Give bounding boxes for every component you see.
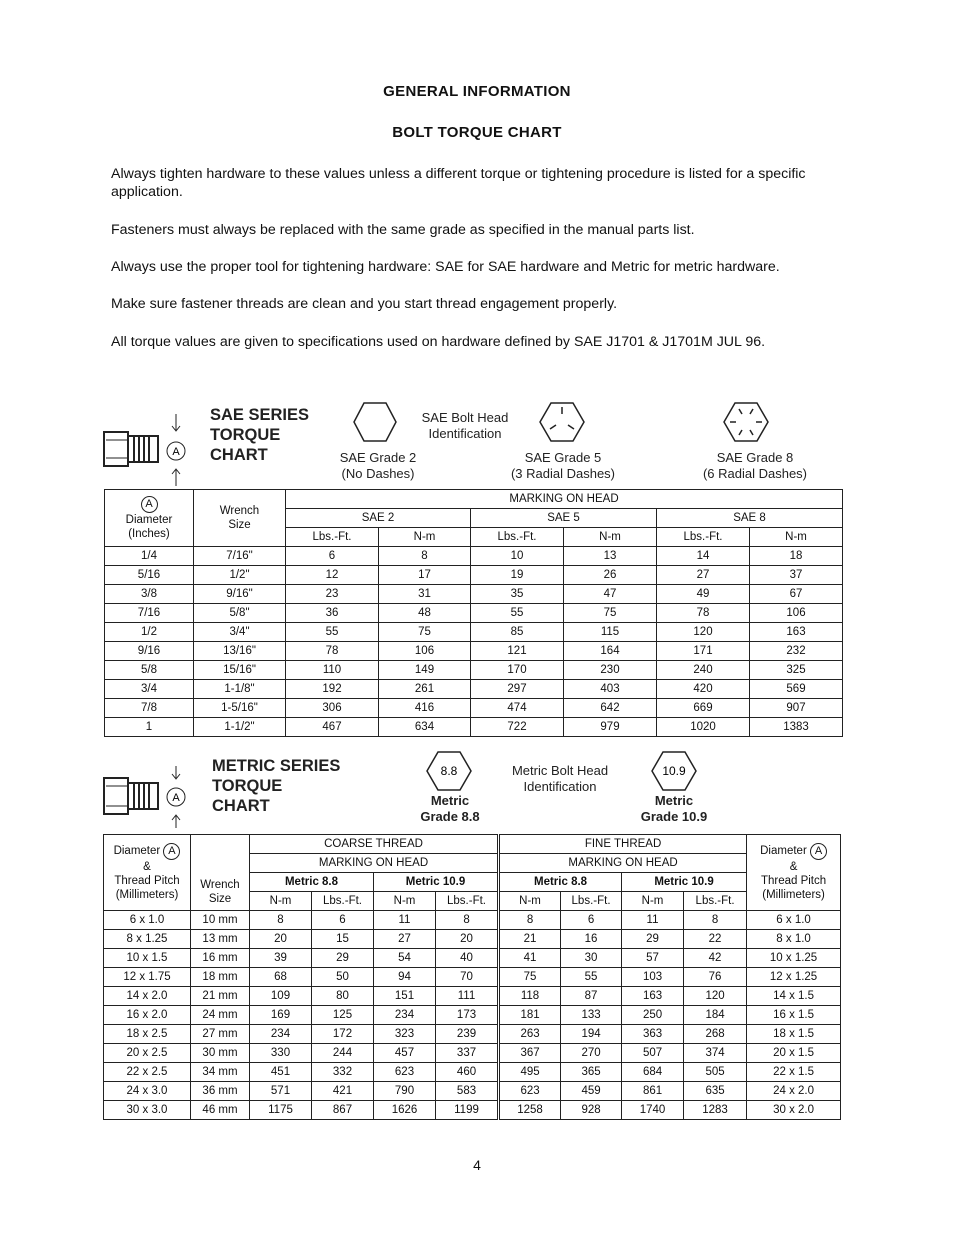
table-cell: 13 mm (191, 930, 250, 949)
table-cell: 8 (379, 547, 471, 566)
table-cell: 42 (684, 949, 747, 968)
table-cell: 12 x 1.75 (104, 968, 191, 987)
table-cell: 7/16" (194, 547, 286, 566)
table-cell: 39 (250, 949, 312, 968)
fine-10-9-header: Metric 10.9 (622, 873, 747, 892)
table-cell: 48 (379, 604, 471, 623)
metric-head-id-line-2: Identification (523, 779, 597, 794)
table-row (105, 566, 843, 585)
table-cell: 6 (286, 547, 379, 566)
table-cell: 27 (657, 566, 750, 585)
table-cell: 420 (657, 680, 750, 699)
table-row (105, 547, 843, 566)
table-cell: 24 mm (191, 1006, 250, 1025)
circle-a-icon: A (141, 496, 158, 513)
fine-8-8-header: Metric 8.8 (499, 873, 622, 892)
table-cell: 337 (436, 1044, 499, 1063)
page-title: BOLT TORQUE CHART (392, 124, 562, 141)
table-cell: 5/8" (194, 604, 286, 623)
table-cell: 120 (657, 623, 750, 642)
table-cell: 569 (750, 680, 843, 699)
table-cell: 467 (286, 718, 379, 737)
table-cell: 76 (684, 968, 747, 987)
circle-letter: A (172, 446, 180, 458)
sae-title-line-2: TORQUE (210, 426, 281, 444)
table-cell: 474 (471, 699, 564, 718)
table-cell: 49 (657, 585, 750, 604)
table-cell: 87 (561, 987, 622, 1006)
table-cell: 106 (750, 604, 843, 623)
table-row (105, 604, 843, 623)
table-cell: 20 x 2.5 (104, 1044, 191, 1063)
table-row (104, 1101, 841, 1120)
sae-grade-2-label: SAE Grade 2 (339, 450, 417, 465)
table-cell: 36 (286, 604, 379, 623)
unit-cell: N-m (622, 892, 684, 911)
table-cell: 68 (250, 968, 312, 987)
table-cell: 16 x 2.0 (104, 1006, 191, 1025)
table-cell: 17 (379, 566, 471, 585)
table-cell: 55 (561, 968, 622, 987)
table-cell: 623 (374, 1063, 436, 1082)
table-cell: 306 (286, 699, 379, 718)
table-cell: 163 (750, 623, 843, 642)
table-cell: 30 (561, 949, 622, 968)
table-cell: 47 (564, 585, 657, 604)
paragraph-3: Always use the proper tool for tightening hardware: SAE for SAE hardware and Metric for metric hardware. (111, 259, 780, 275)
table-cell: 1740 (622, 1101, 684, 1120)
metric-diameter-header: Diameter A & Thread Pitch (Millimeters) (104, 835, 191, 911)
sae-grade-5-desc: (3 Radial Dashes) (510, 466, 616, 481)
table-cell: 9/16 (105, 642, 194, 661)
table-cell: 30 x 2.0 (747, 1101, 841, 1120)
table-cell: 13/16" (194, 642, 286, 661)
table-cell: 460 (436, 1063, 499, 1082)
table-row (104, 949, 841, 968)
table-cell: 507 (622, 1044, 684, 1063)
table-cell: 173 (436, 1006, 499, 1025)
table-cell: 1258 (499, 1101, 561, 1120)
metric-diameter-header-right: Diameter A & Thread Pitch (Millimeters) (747, 835, 841, 911)
table-cell: 21 mm (191, 987, 250, 1006)
table-cell: 325 (750, 661, 843, 680)
circle-letter: A (172, 792, 180, 804)
table-cell: 250 (622, 1006, 684, 1025)
table-cell: 41 (499, 949, 561, 968)
table-row (105, 699, 843, 718)
table-cell: 270 (561, 1044, 622, 1063)
table-cell: 75 (564, 604, 657, 623)
table-cell: 495 (499, 1063, 561, 1082)
table-cell: 635 (684, 1082, 747, 1101)
table-cell: 22 x 1.5 (747, 1063, 841, 1082)
coarse-8-8-header: Metric 8.8 (250, 873, 374, 892)
table-cell: 15/16" (194, 661, 286, 680)
table-cell: 18 x 2.5 (104, 1025, 191, 1044)
table-cell: 3/4" (194, 623, 286, 642)
table-cell: 239 (436, 1025, 499, 1044)
table-cell: 30 x 3.0 (104, 1101, 191, 1120)
table-cell: 1283 (684, 1101, 747, 1120)
table-cell: 1-5/16" (194, 699, 286, 718)
table-cell: 12 x 1.25 (747, 968, 841, 987)
table-row (104, 987, 841, 1006)
table-cell: 11 (374, 911, 436, 930)
unit-cell: Lbs.-Ft. (561, 892, 622, 911)
table-cell: 19 (471, 566, 564, 585)
table-cell: 21 (499, 930, 561, 949)
table-row (105, 642, 843, 661)
table-row (105, 680, 843, 699)
table-cell: 125 (312, 1006, 374, 1025)
unit-cell: N-m (499, 892, 561, 911)
unit-cell: N-m (374, 892, 436, 911)
table-row (105, 661, 843, 680)
fine-thread-header: FINE THREAD (499, 835, 747, 854)
table-cell: 118 (499, 987, 561, 1006)
sae-grade-8-label: SAE Grade 8 (716, 450, 794, 465)
table-cell: 10 x 1.25 (747, 949, 841, 968)
table-cell: 374 (684, 1044, 747, 1063)
table-cell: 34 mm (191, 1063, 250, 1082)
fine-marking-header: MARKING ON HEAD (499, 854, 747, 873)
table-cell: 11 (622, 911, 684, 930)
table-cell: 979 (564, 718, 657, 737)
table-cell: 261 (379, 680, 471, 699)
table-cell: 6 (561, 911, 622, 930)
unit-cell: N-m (379, 528, 471, 547)
unit-cell: Lbs.-Ft. (684, 892, 747, 911)
table-row (104, 930, 841, 949)
paragraph-4: Make sure fastener threads are clean and you start thread engagement properly. (111, 296, 618, 312)
table-cell: 263 (499, 1025, 561, 1044)
table-cell: 7/16 (105, 604, 194, 623)
table-cell: 363 (622, 1025, 684, 1044)
table-cell: 80 (312, 987, 374, 1006)
table-cell: 13 (564, 547, 657, 566)
table-cell: 583 (436, 1082, 499, 1101)
table-cell: 20 (250, 930, 312, 949)
sae-bolt-icon (100, 414, 195, 486)
table-cell: 232 (750, 642, 843, 661)
section-heading: GENERAL INFORMATION (383, 83, 571, 100)
table-cell: 29 (622, 930, 684, 949)
table-cell: 240 (657, 661, 750, 680)
table-cell: 642 (564, 699, 657, 718)
table-cell: 55 (471, 604, 564, 623)
sae-title-line-1: SAE SERIES (210, 406, 310, 424)
table-cell: 18 (750, 547, 843, 566)
table-cell: 790 (374, 1082, 436, 1101)
table-cell: 684 (622, 1063, 684, 1082)
unit-cell: Lbs.-Ft. (657, 528, 750, 547)
table-cell: 332 (312, 1063, 374, 1082)
table-cell: 16 (561, 930, 622, 949)
table-cell: 22 (684, 930, 747, 949)
table-cell: 14 x 1.5 (747, 987, 841, 1006)
table-cell: 416 (379, 699, 471, 718)
table-row (105, 718, 843, 737)
table-cell: 37 (750, 566, 843, 585)
circle-a-icon: A (810, 843, 827, 860)
table-cell: 50 (312, 968, 374, 987)
table-cell: 133 (561, 1006, 622, 1025)
table-cell: 106 (379, 642, 471, 661)
table-cell: 111 (436, 987, 499, 1006)
table-cell: 20 (436, 930, 499, 949)
table-cell: 78 (286, 642, 379, 661)
table-cell: 669 (657, 699, 750, 718)
table-row (104, 1006, 841, 1025)
table-cell: 36 mm (191, 1082, 250, 1101)
table-cell: 403 (564, 680, 657, 699)
table-cell: 67 (750, 585, 843, 604)
table-cell: 192 (286, 680, 379, 699)
coarse-10-9-header: Metric 10.9 (374, 873, 499, 892)
metric-8-8-label: Metric (430, 793, 470, 808)
table-row (104, 1025, 841, 1044)
table-cell: 459 (561, 1082, 622, 1101)
table-cell: 8 (250, 911, 312, 930)
table-cell: 24 x 2.0 (747, 1082, 841, 1101)
metric-10-9-label: Metric (654, 793, 694, 808)
table-cell: 1/2 (105, 623, 194, 642)
metric-head-id-line-1: Metric Bolt Head (511, 763, 609, 778)
table-cell: 457 (374, 1044, 436, 1063)
table-cell: 297 (471, 680, 564, 699)
table-cell: 57 (622, 949, 684, 968)
table-cell: 35 (471, 585, 564, 604)
table-cell: 861 (622, 1082, 684, 1101)
paragraph-5: All torque values are given to specifications used on hardware defined by SAE J1701 & J1701M JUL 96. (111, 334, 766, 350)
table-cell: 5/8 (105, 661, 194, 680)
table-cell: 27 (374, 930, 436, 949)
table-cell: 1/4 (105, 547, 194, 566)
table-cell: 571 (250, 1082, 312, 1101)
table-cell: 365 (561, 1063, 622, 1082)
table-cell: 722 (471, 718, 564, 737)
table-cell: 172 (312, 1025, 374, 1044)
metric-10-9-hex-icon (650, 750, 698, 792)
table-cell: 8 (436, 911, 499, 930)
table-cell: 6 x 1.0 (747, 911, 841, 930)
table-cell: 1626 (374, 1101, 436, 1120)
table-cell: 230 (564, 661, 657, 680)
table-cell: 109 (250, 987, 312, 1006)
table-cell: 18 x 1.5 (747, 1025, 841, 1044)
table-cell: 15 (312, 930, 374, 949)
sae-head-id-line-1: SAE Bolt Head (421, 410, 509, 425)
metric-10-9-desc: Grade 10.9 (640, 809, 708, 824)
sae-torque-table (104, 489, 843, 737)
table-row (104, 1044, 841, 1063)
unit-cell: Lbs.-Ft. (286, 528, 379, 547)
metric-torque-table (103, 834, 841, 1120)
table-cell: 505 (684, 1063, 747, 1082)
sae-grade-2-desc: (No Dashes) (341, 466, 415, 481)
metric-title-line-1: METRIC SERIES (212, 757, 341, 775)
table-row (104, 1082, 841, 1101)
table-cell: 634 (379, 718, 471, 737)
table-cell: 421 (312, 1082, 374, 1101)
table-cell: 40 (436, 949, 499, 968)
table-cell: 10 x 1.5 (104, 949, 191, 968)
table-cell: 16 mm (191, 949, 250, 968)
unit-cell: N-m (564, 528, 657, 547)
unit-cell: N-m (250, 892, 312, 911)
table-cell: 1-1/2" (194, 718, 286, 737)
circle-a-icon: A (163, 843, 180, 860)
table-cell: 9/16" (194, 585, 286, 604)
table-cell: 22 x 2.5 (104, 1063, 191, 1082)
sae-grade-5-hex-icon (538, 401, 586, 443)
table-cell: 26 (564, 566, 657, 585)
sae-grade-5-label: SAE Grade 5 (524, 450, 602, 465)
table-row (104, 968, 841, 987)
table-cell: 6 x 1.0 (104, 911, 191, 930)
table-cell: 234 (374, 1006, 436, 1025)
table-cell: 78 (657, 604, 750, 623)
sae-grade-2-hex-icon (352, 401, 398, 443)
metric-8-8-mark: 8.8 (440, 764, 458, 778)
table-cell: 1020 (657, 718, 750, 737)
sae-title-line-3: CHART (210, 446, 268, 464)
table-cell: 5/16 (105, 566, 194, 585)
table-cell: 8 x 1.0 (747, 930, 841, 949)
table-cell: 29 (312, 949, 374, 968)
table-cell: 1199 (436, 1101, 499, 1120)
table-cell: 164 (564, 642, 657, 661)
unit-cell: Lbs.-Ft. (436, 892, 499, 911)
metric-title-line-3: CHART (212, 797, 270, 815)
table-cell: 6 (312, 911, 374, 930)
table-cell: 85 (471, 623, 564, 642)
sae-8-header: SAE 8 (657, 509, 843, 528)
table-cell: 151 (374, 987, 436, 1006)
table-cell: 55 (286, 623, 379, 642)
table-cell: 7/8 (105, 699, 194, 718)
table-cell: 121 (471, 642, 564, 661)
table-cell: 184 (684, 1006, 747, 1025)
table-cell: 23 (286, 585, 379, 604)
table-cell: 330 (250, 1044, 312, 1063)
table-cell: 10 (471, 547, 564, 566)
table-cell: 171 (657, 642, 750, 661)
table-cell: 70 (436, 968, 499, 987)
table-row (104, 911, 841, 930)
sae-marking-header: MARKING ON HEAD (286, 490, 843, 509)
table-cell: 8 (499, 911, 561, 930)
paragraph-1: Always tighten hardware to these values unless a different torque or tightening procedure is listed for a specific application. (111, 166, 806, 200)
table-cell: 163 (622, 987, 684, 1006)
table-cell: 31 (379, 585, 471, 604)
table-cell: 115 (564, 623, 657, 642)
table-cell: 149 (379, 661, 471, 680)
table-cell: 27 mm (191, 1025, 250, 1044)
table-cell: 928 (561, 1101, 622, 1120)
table-cell: 110 (286, 661, 379, 680)
table-cell: 120 (684, 987, 747, 1006)
table-cell: 46 mm (191, 1101, 250, 1120)
paragraph-2: Fasteners must always be replaced with the same grade as specified in the manual parts list. (111, 222, 695, 238)
table-cell: 18 mm (191, 968, 250, 987)
table-cell: 268 (684, 1025, 747, 1044)
table-cell: 12 (286, 566, 379, 585)
table-cell: 323 (374, 1025, 436, 1044)
table-cell: 20 x 1.5 (747, 1044, 841, 1063)
sae-head-id-line-2: Identification (428, 426, 502, 441)
metric-wrench-header: Wrench Size (191, 835, 250, 911)
metric-bolt-icon (100, 766, 195, 828)
coarse-marking-header: MARKING ON HEAD (250, 854, 499, 873)
table-cell: 623 (499, 1082, 561, 1101)
table-cell: 14 (657, 547, 750, 566)
table-cell: 8 (684, 911, 747, 930)
sae-5-header: SAE 5 (471, 509, 657, 528)
table-cell: 94 (374, 968, 436, 987)
table-cell: 14 x 2.0 (104, 987, 191, 1006)
table-cell: 1 (105, 718, 194, 737)
table-cell: 1175 (250, 1101, 312, 1120)
table-cell: 194 (561, 1025, 622, 1044)
table-cell: 234 (250, 1025, 312, 1044)
sae-grade-8-hex-icon (722, 401, 770, 443)
sae-wrench-header: Wrench Size (194, 490, 286, 547)
table-cell: 367 (499, 1044, 561, 1063)
table-cell: 867 (312, 1101, 374, 1120)
unit-cell: Lbs.-Ft. (312, 892, 374, 911)
coarse-thread-header: COARSE THREAD (250, 835, 499, 854)
table-cell: 451 (250, 1063, 312, 1082)
sae-grade-8-desc: (6 Radial Dashes) (702, 466, 808, 481)
table-row (105, 623, 843, 642)
metric-10-9-mark: 10.9 (662, 764, 686, 778)
table-cell: 103 (622, 968, 684, 987)
table-cell: 1383 (750, 718, 843, 737)
table-cell: 30 mm (191, 1044, 250, 1063)
metric-title-line-2: TORQUE (212, 777, 283, 795)
table-row (104, 1063, 841, 1082)
table-cell: 8 x 1.25 (104, 930, 191, 949)
table-cell: 1/2" (194, 566, 286, 585)
unit-cell: Lbs.-Ft. (471, 528, 564, 547)
table-cell: 1-1/8" (194, 680, 286, 699)
table-cell: 10 mm (191, 911, 250, 930)
table-cell: 75 (499, 968, 561, 987)
table-cell: 169 (250, 1006, 312, 1025)
sae-diameter-header: A Diameter (Inches) (105, 490, 194, 547)
table-cell: 181 (499, 1006, 561, 1025)
table-cell: 907 (750, 699, 843, 718)
table-row (105, 585, 843, 604)
sae-2-header: SAE 2 (286, 509, 471, 528)
table-cell: 170 (471, 661, 564, 680)
table-cell: 24 x 3.0 (104, 1082, 191, 1101)
unit-cell: N-m (750, 528, 843, 547)
table-cell: 244 (312, 1044, 374, 1063)
table-cell: 3/8 (105, 585, 194, 604)
table-cell: 3/4 (105, 680, 194, 699)
table-cell: 75 (379, 623, 471, 642)
metric-8-8-hex-icon (425, 750, 473, 792)
page-number: 4 (473, 1157, 481, 1173)
metric-8-8-desc: Grade 8.8 (420, 809, 480, 824)
table-cell: 54 (374, 949, 436, 968)
table-cell: 16 x 1.5 (747, 1006, 841, 1025)
